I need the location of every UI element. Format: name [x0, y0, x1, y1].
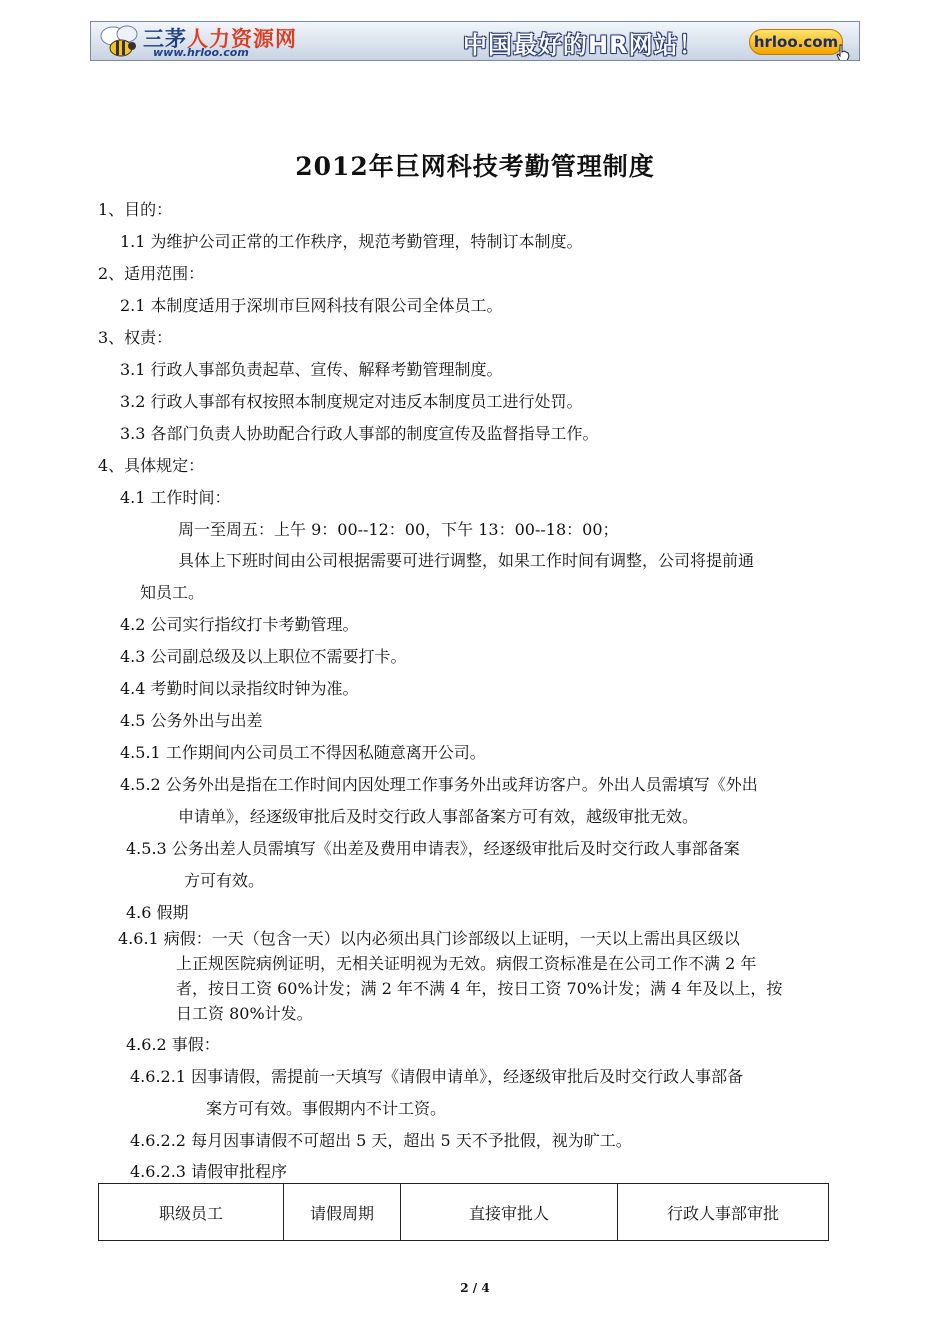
- clause-text: 知员工。: [140, 583, 205, 602]
- banner-slogan: 中国最好的HR网站！: [463, 31, 704, 59]
- clause-text: 1.1 为维护公司正常的工作秩序，规范考勤管理，特制订本制度。: [120, 232, 583, 251]
- hand-cursor-icon: [835, 44, 851, 61]
- clause-text: 4.5.1 工作期间内公司员工不得因私随意离开公司。: [120, 743, 486, 762]
- clause-text: 日工资 80%计发。: [176, 1004, 313, 1023]
- clause-text: 4.6.2 事假：: [126, 1035, 220, 1054]
- leave-approval-table: [98, 1183, 829, 1241]
- clause-text: 4.3 公司副总级及以上职位不需要打卡。: [120, 647, 407, 666]
- clause-text: 4.5.3 公务出差人员需填写《出差及费用申请表》，经逐级审批后及时交行政人事部备案: [126, 839, 740, 858]
- clause-text: 者，按日工资 60%计发；满 2 年不满 4 年，按日工资 70%计发；满 4 年及以上，按: [176, 979, 783, 998]
- section-heading: 2、适用范围：: [98, 264, 205, 283]
- clause-text: 2.1 本制度适用于深圳市巨网科技有限公司全体员工。: [120, 296, 503, 315]
- clause-text: 4.5.2 公务外出是指在工作时间内因处理工作事务外出或拜访客户。外出人员需填写《外出: [120, 775, 758, 794]
- page-number: 2 / 4: [460, 1281, 490, 1295]
- clause-text: 4.1 工作时间：: [120, 488, 231, 507]
- clause-text: 4.6.2.2 每月因事请假不可超出 5 天，超出 5 天不予批假，视为旷工。: [130, 1131, 632, 1150]
- clause-text: 3.3 各部门负责人协助配合行政人事部的制度宣传及监督指导工作。: [120, 424, 599, 443]
- clause-text: 具体上下班时间由公司根据需要可进行调整，如果工作时间有调整，公司将提前通: [178, 551, 755, 570]
- table-header-cell: 请假周期: [284, 1184, 401, 1241]
- section-heading: 1、目的：: [98, 200, 173, 219]
- clause-text: 申请单》，经逐级审批后及时交行政人事部备案方可有效，越级审批无效。: [178, 807, 699, 826]
- clause-text: 3.1 行政人事部负责起草、宣传、解释考勤管理制度。: [120, 360, 503, 379]
- section-heading: 4、具体规定：: [98, 456, 205, 475]
- hrloo-link-button[interactable]: hrloo.com: [749, 29, 843, 55]
- document-title: 2012年巨网科技考勤管理制度: [295, 152, 655, 181]
- clause-text: 4.6.2.3 请假审批程序: [130, 1162, 288, 1181]
- clause-text: 4.6.1 病假：一天（包含一天）以内必须出具门诊部级以上证明，一天以上需出具区级以: [118, 929, 740, 948]
- clause-text: 4.2 公司实行指纹打卡考勤管理。: [120, 615, 359, 634]
- bee-mascot-icon: [97, 24, 143, 60]
- clause-text: 4.6 假期: [126, 903, 189, 922]
- clause-text: 上正规医院病例证明，无相关证明视为无效。病假工资标准是在公司工作不满 2 年: [176, 954, 757, 973]
- clause-text: 4.6.2.1 因事请假，需提前一天填写《请假申请单》，经逐级审批后及时交行政人事部备: [130, 1067, 744, 1086]
- table-header-row: [99, 1184, 829, 1241]
- table-header-cell: 直接审批人: [401, 1184, 618, 1241]
- table-header-cell: 职级员工: [99, 1184, 284, 1241]
- clause-text: 4.4 考勤时间以录指纹时钟为准。: [120, 679, 359, 698]
- hrloo-banner[interactable]: [90, 21, 860, 61]
- clause-text: 方可有效。: [184, 871, 265, 890]
- section-heading: 3、权责：: [98, 328, 173, 347]
- table-header-cell: 行政人事部审批: [618, 1184, 829, 1241]
- site-logo-text: 三茅人力资源网: [143, 27, 297, 51]
- clause-text: 周一至周五：上午 9：00--12：00，下午 13：00--18：00；: [178, 520, 619, 539]
- site-url: www.hrloo.com: [153, 46, 249, 59]
- clause-text: 3.2 行政人事部有权按照本制度规定对违反本制度员工进行处罚。: [120, 392, 583, 411]
- clause-text: 4.5 公务外出与出差: [120, 711, 263, 730]
- clause-text: 案方可有效。事假期内不计工资。: [206, 1099, 447, 1118]
